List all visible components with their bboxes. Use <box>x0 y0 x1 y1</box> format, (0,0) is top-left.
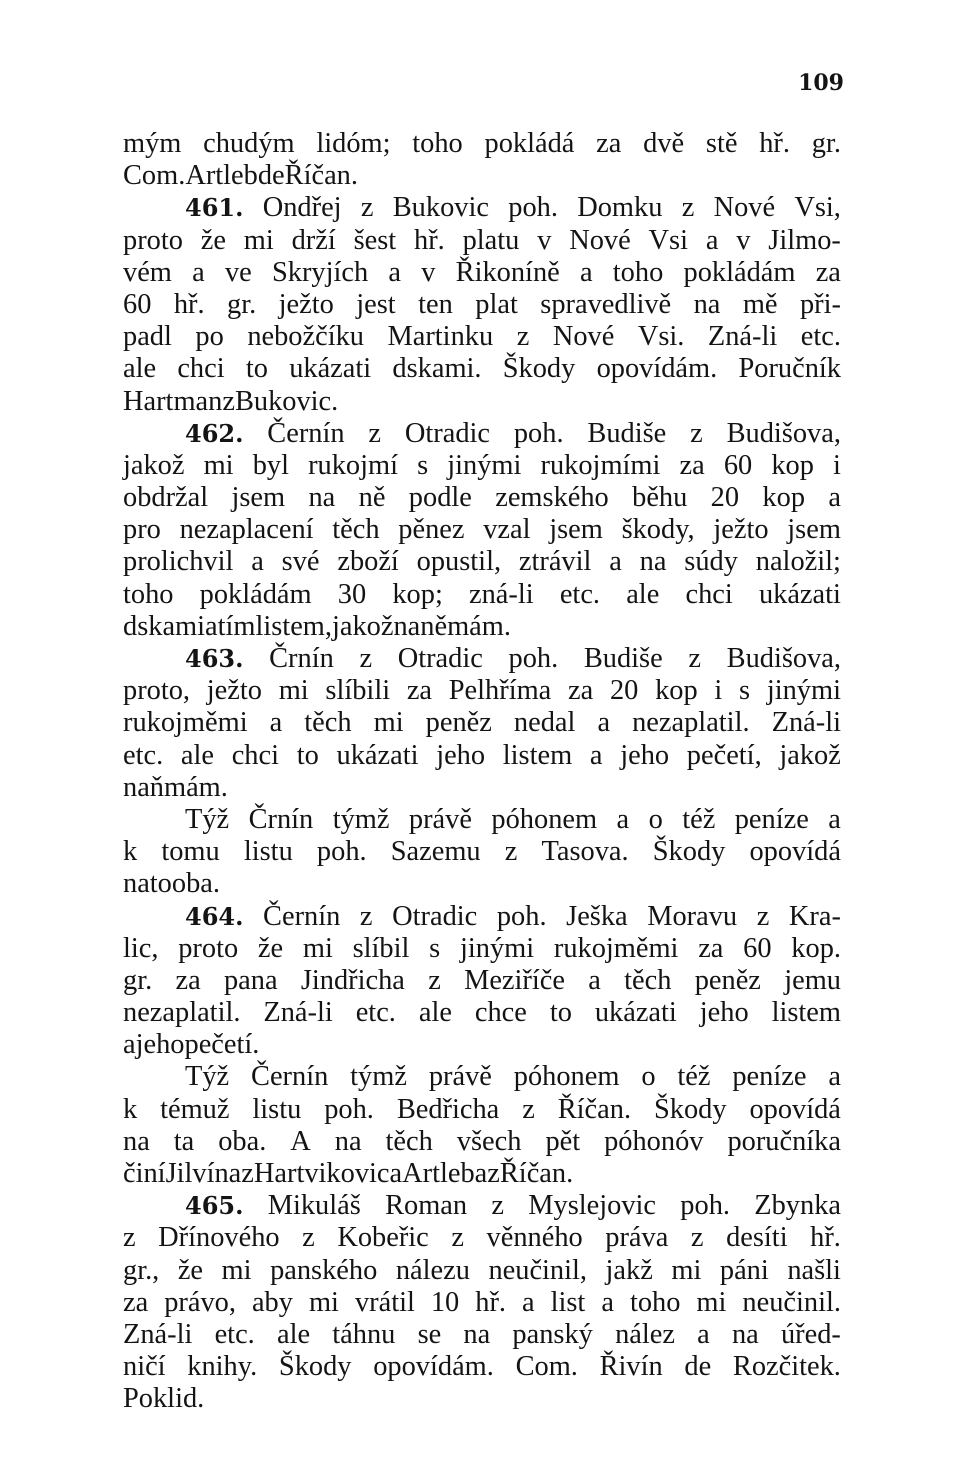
text-line: toho pokládám 30 kop; zná-li etc. ale chci ukázati <box>123 578 841 610</box>
page-text <box>123 128 841 1416</box>
text-line: za právo, aby mi vrátil 10 hř. a list a toho mi neučinil. <box>123 1286 841 1318</box>
entry-e463b <box>123 804 841 901</box>
text-line: padl po nebožčíku Martinku z Nové Vsi. Zná-li etc. <box>123 321 841 353</box>
text-line: 465. Mikuláš Roman z Myslejovic poh. Zbynka <box>185 1190 841 1222</box>
text-line: Com. Artleb de Říčan. <box>123 160 358 192</box>
text-line: proto, ježto mi slíbili za Pelhříma za 20 kop i s jinými <box>123 675 841 707</box>
text-line: gr. za pana Jindřicha z Meziříče a těch peněz jemu <box>123 964 841 996</box>
entry-number: 462. <box>185 418 244 448</box>
text-line: lic, proto že mi slíbil s jinými rukojměmi za 60 kop. <box>123 932 841 964</box>
text-line: rukojměmi a těch mi peněz nedal a nezaplatil. Zná-li <box>123 707 841 739</box>
entry-number: 461. <box>185 193 244 223</box>
entry-e464b <box>123 1061 841 1190</box>
text-line: a jeho pečetí. <box>123 1029 260 1061</box>
text-line: Týž Črnín týmž právě póhonem a o též peníze a <box>185 803 841 835</box>
text-line: na to oba. <box>123 868 220 900</box>
text-line: k témuž listu poh. Bedřicha z Říčan. Škody opovídá <box>123 1093 841 1125</box>
text-line: z Dřínového z Kobeřic z věnného práva z desíti hř. <box>123 1222 841 1254</box>
text-line: 60 hř. gr. ježto jest ten plat spravedlivě na mě při- <box>123 288 841 320</box>
entry-e463 <box>123 643 841 804</box>
text-line: 463. Črnín z Otradic poh. Budiše z Budišova, <box>185 643 841 674</box>
text-line: proto že mi drží šest hř. platu v Nové Vsi a v Jilmo- <box>123 224 841 256</box>
text-line: 462. Černín z Otradic poh. Budiše z Budišova, <box>185 417 841 449</box>
text-line: 464. Černín z Otradic poh. Ješka Moravu z Kra- <box>185 900 841 932</box>
text-line: jakož mi byl rukojmí s jinými rukojmími za 60 kop i <box>123 449 841 481</box>
entry-e465 <box>123 1190 841 1415</box>
entry-e461 <box>123 192 841 417</box>
entry-e464 <box>123 901 841 1062</box>
text-line: etc. ale chci to ukázati jeho listem a jeho pečetí, jakož <box>123 739 841 771</box>
entry-number: 464. <box>185 901 244 931</box>
text-line: gr., že mi panského nálezu neučinil, jakž mi páni našli <box>123 1254 841 1286</box>
text-line: mým chudým lidóm; toho pokládá za dvě stě hř. gr. <box>123 128 841 159</box>
entry-prev <box>123 128 841 192</box>
text-line: k tomu listu poh. Sazemu z Tasova. Škody opovídá <box>123 836 841 868</box>
entry-e462 <box>123 418 841 643</box>
text-line: vém a ve Skryjích a v Řikoníně a toho pokládám za <box>123 256 841 288</box>
text-line: Poklid. <box>123 1383 205 1415</box>
entry-number: 465. <box>185 1191 244 1221</box>
text-line: ničí knihy. Škody opovídám. Com. Řivín de Rozčitek. <box>123 1351 841 1383</box>
text-line: naň mám. <box>123 771 228 803</box>
text-line: Týž Černín týmž právě póhonem o též peníze a <box>185 1061 841 1093</box>
text-line: obdržal jsem na ně podle zemského běhu 20 kop a <box>123 482 841 514</box>
text-line: Hartman z Bukovic. <box>123 385 339 417</box>
text-line: pro nezaplacení těch pěnez vzal jsem škody, ježto jsem <box>123 514 841 546</box>
text-line: prolichvil a své zboží opustil, ztrávil a na súdy naložil; <box>123 546 841 578</box>
text-line: nezaplatil. Zná-li etc. ale chce to ukázati jeho listem <box>123 997 841 1029</box>
text-line: činí Jilvína z Hartvikovic a Artleba z Říčan. <box>123 1158 574 1189</box>
text-line: 461. Ondřej z Bukovic poh. Domku z Nové Vsi, <box>185 192 841 224</box>
text-line: ale chci to ukázati dskami. Škody opovídám. Poručník <box>123 353 841 385</box>
entry-number: 463. <box>185 644 244 673</box>
text-line: Zná-li etc. ale táhnu se na panský nález a na úřed- <box>123 1318 841 1350</box>
text-line: na ta oba. A na těch všech pět póhonóv poručníka <box>123 1125 841 1157</box>
page-number: 109 <box>798 70 844 96</box>
text-line: dskami a tím listem, jakož na ně mám. <box>123 610 511 642</box>
